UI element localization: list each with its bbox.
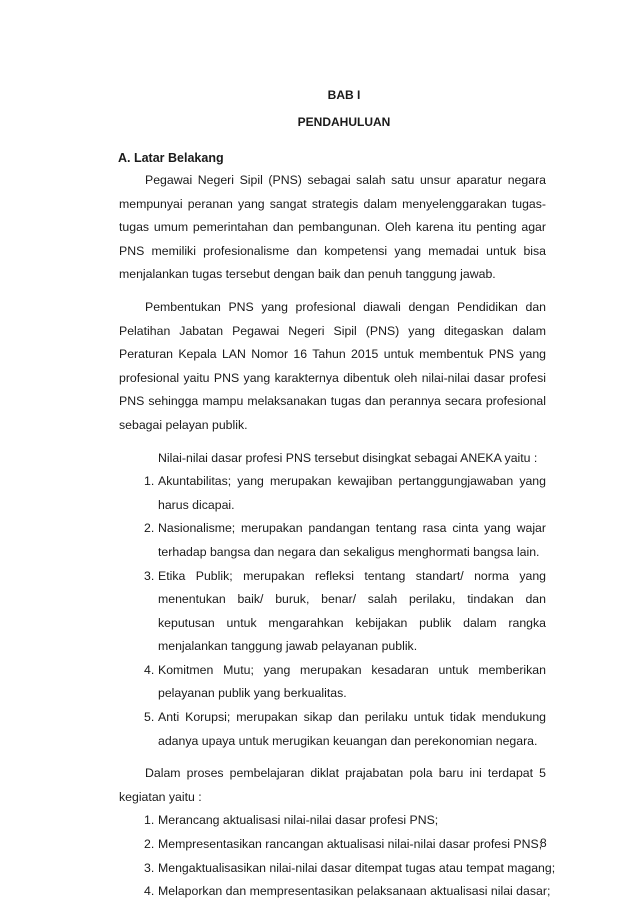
list-item — [145, 517, 546, 564]
section-heading: A. Latar Belakang — [118, 151, 224, 165]
list-text: Anti Korupsi; merupakan sikap dan perilaku untuk tidak mendukung adanya upaya untuk merugikan keuangan dan perekonomian negara. — [158, 710, 546, 748]
paragraph-1: Pegawai Negeri Sipil (PNS) sebagai salah satu unsur aparatur negara mempunyai peranan yang sangat strategis dalam menyelenggarakan tugas-tugas umum pemerintahan dan pembangunan. Oleh karena itu penting agar PNS memiliki profesionalisme dan kompetensi yang memadai untuk bisa menjalankan tugas tersebut dengan baik dan penuh tanggung jawab. — [119, 173, 546, 282]
list-number: 5. — [144, 710, 155, 725]
paragraph-kegiatan: Dalam proses pembelajaran diklat prajabatan pola baru ini terdapat 5 kegiatan yaitu : — [119, 766, 546, 804]
list-item — [144, 857, 556, 881]
chapter-title: PENDAHULUAN — [297, 115, 391, 129]
list-item — [145, 565, 546, 659]
list-number: 1. — [144, 474, 155, 489]
paragraph-2: Pembentukan PNS yang profesional diawali dengan Pendidikan dan Pelatihan Jabatan Pegawai Negeri Sipil (PNS) yang ditegaskan dalam Peraturan Kepala LAN Nomor 16 Tahun 2015 untuk membentuk PNS yang profesional yaitu PNS yang karakternya dibentuk oleh nilai-nilai dasar profesi PNS sehingga mampu melaksanakan tugas dan perannya secara profesional sebagai pelayan publik. — [119, 299, 546, 432]
paragraph-3: Nilai-nilai dasar profesi PNS tersebut disingkat sebagai ANEKA yaitu : — [158, 450, 538, 465]
list-text: Melaporkan dan mempresentasikan pelaksanaan aktualisasi nilai dasar; — [158, 884, 551, 899]
list-item — [145, 809, 546, 833]
list-number: 2. — [144, 837, 155, 852]
list-number: 4. — [144, 662, 155, 677]
page-number: 8 — [540, 836, 547, 850]
list-item — [145, 833, 546, 857]
list-text: Mempresentasikan rancangan aktualisasi nilai-nilai dasar profesi PNS; — [158, 837, 543, 852]
kegiatan-list — [144, 809, 556, 903]
list-text: Merancang aktualisasi nilai-nilai dasar profesi PNS; — [158, 813, 439, 828]
list-number: 3. — [144, 860, 155, 875]
list-text: Etika Publik; merupakan refleksi tentang standart/ norma yang menentukan baik/ buruk, benar/ salah perilaku, tindakan dan keputusan untuk mengarahkan kebijakan publik dalam rangka menjalankan tanggung jawab pelayanan publik. — [158, 568, 546, 654]
aneka-list — [145, 470, 546, 753]
list-number: 1. — [144, 813, 155, 828]
list-number: 2. — [144, 521, 155, 536]
list-number: 3. — [144, 568, 155, 583]
body-text — [119, 169, 556, 904]
list-text: Nasionalisme; merupakan pandangan tentang rasa cinta yang wajar terhadap bangsa dan negara dan sekaligus menghormati bangsa lain. — [158, 521, 546, 559]
list-item — [145, 706, 546, 753]
chapter-number: BAB I — [327, 88, 361, 102]
list-item — [144, 880, 551, 904]
list-text: Akuntabilitas; yang merupakan kewajiban pertanggungjawaban yang harus dicapai. — [158, 474, 546, 512]
list-text: Komitmen Mutu; yang merupakan kesadaran untuk memberikan pelayanan publik yang berkualitas. — [158, 662, 546, 701]
list-text: Mengaktualisasikan nilai-nilai dasar ditempat tugas atau tempat magang; — [158, 860, 556, 875]
list-item — [145, 659, 546, 706]
list-item — [145, 470, 546, 517]
list-number: 4. — [144, 884, 155, 899]
